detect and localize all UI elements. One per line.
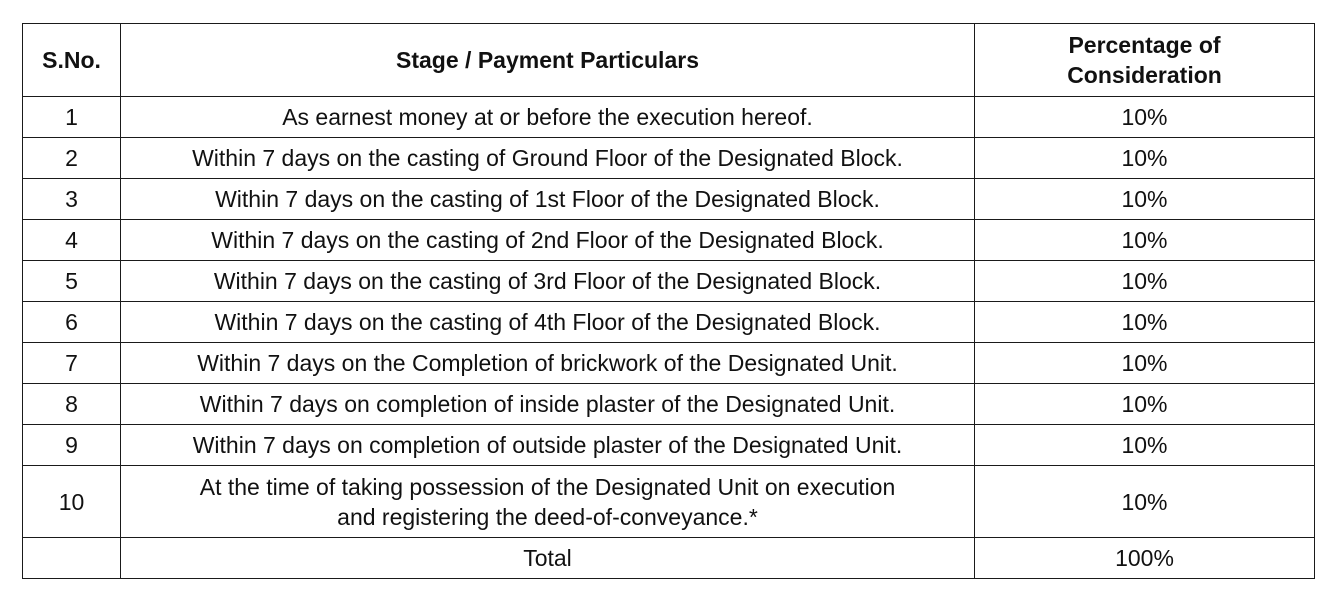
row-particulars: Within 7 days on the casting of 3rd Floor of the Designated Block. [121,261,975,302]
header-percentage-line2: Consideration [1067,62,1222,88]
row-particulars-line2: and registering the deed-of-conveyance.* [337,503,758,530]
row-percentage: 10% [975,261,1315,302]
table-row [23,261,1315,302]
payment-schedule-table [22,23,1315,579]
row-sno: 7 [23,343,121,384]
table-row [23,220,1315,261]
row-particulars: Within 7 days on the casting of 1st Floor of the Designated Block. [121,179,975,220]
row-particulars [121,466,975,538]
row-percentage: 10% [975,138,1315,179]
row-sno: 4 [23,220,121,261]
table-row [23,138,1315,179]
row-percentage: 10% [975,220,1315,261]
header-percentage [975,24,1315,97]
row-particulars: Within 7 days on completion of outside plaster of the Designated Unit. [121,425,975,466]
table-row [23,97,1315,138]
total-label: Total [121,538,975,579]
table-header-row [23,24,1315,97]
table-row [23,384,1315,425]
table-row [23,466,1315,538]
row-particulars: Within 7 days on completion of inside plaster of the Designated Unit. [121,384,975,425]
row-sno: 10 [23,466,121,538]
total-row [23,538,1315,579]
row-sno: 3 [23,179,121,220]
table-row [23,343,1315,384]
row-particulars: Within 7 days on the casting of 4th Floor of the Designated Block. [121,302,975,343]
row-sno: 8 [23,384,121,425]
row-sno: 9 [23,425,121,466]
row-sno: 6 [23,302,121,343]
total-percentage: 100% [975,538,1315,579]
row-particulars: As earnest money at or before the execution hereof. [121,97,975,138]
table-row [23,425,1315,466]
row-percentage: 10% [975,425,1315,466]
row-particulars: Within 7 days on the casting of Ground Floor of the Designated Block. [121,138,975,179]
row-percentage: 10% [975,179,1315,220]
header-percentage-line1: Percentage of [1068,32,1221,58]
total-sno-empty [23,538,121,579]
row-sno: 2 [23,138,121,179]
row-particulars: Within 7 days on the casting of 2nd Floor of the Designated Block. [121,220,975,261]
row-particulars-line1: At the time of taking possession of the Designated Unit on execution [199,473,896,500]
table-row [23,302,1315,343]
row-sno: 1 [23,97,121,138]
header-particulars: Stage / Payment Particulars [121,24,975,97]
row-percentage: 10% [975,384,1315,425]
table-row [23,179,1315,220]
row-percentage: 10% [975,97,1315,138]
row-particulars: Within 7 days on the Completion of brickwork of the Designated Unit. [121,343,975,384]
row-percentage: 10% [975,466,1315,538]
row-percentage: 10% [975,343,1315,384]
row-sno: 5 [23,261,121,302]
header-sno: S.No. [23,24,121,97]
row-percentage: 10% [975,302,1315,343]
